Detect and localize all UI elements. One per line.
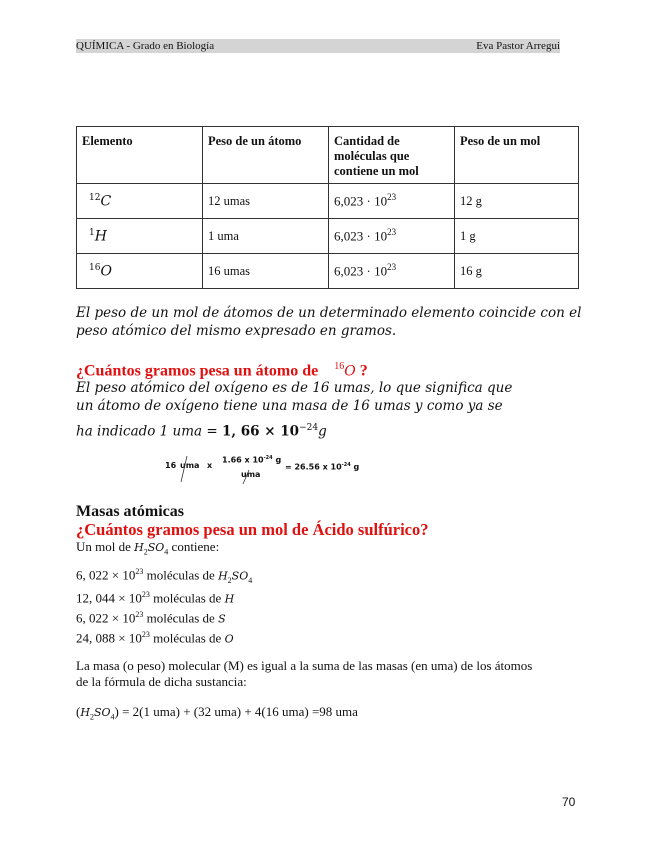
count-cell: $6,023 \cdot 10^{23}$: [329, 219, 455, 254]
element-cell: $^1$H: [77, 219, 203, 254]
question-atom-oxygen: ¿Cuántos gramos pesa un átomo de $^{16}$O ?: [76, 361, 368, 380]
paragraph-mol-weight: El peso de un mol de átomos de un determinado elemento coincide con el peso atómico del mismo expresado en gramos.: [76, 305, 582, 339]
col-header: Elemento: [77, 127, 203, 184]
element-table: [76, 126, 579, 289]
molecules-line: 6, $022 \times 10^{23}$ moléculas de S: [76, 610, 226, 626]
atom-weight-cell: 1 uma: [203, 219, 329, 254]
count-cell: $6,023 \cdot 10^{23}$: [329, 184, 455, 219]
col-header: Peso de un átomo: [203, 127, 329, 184]
header-author: Eva Pastor Arregui: [476, 40, 560, 52]
element-cell: $^{12}$C: [77, 184, 203, 219]
col-header: Cantidad de moléculas que contiene un mol: [329, 127, 455, 184]
calculation-image: 16 uma x 1.66 x $10^{-24}$ g uma = 26.56 x $10^{-24}$ g: [165, 452, 385, 486]
mol-weight-cell: 12 g: [455, 184, 579, 219]
cancel-strokes: [165, 452, 385, 486]
table-row: [77, 184, 579, 219]
molecules-line: 24, $088 \times 10^{23}$ moléculas de O: [76, 630, 234, 646]
col-header: Peso de un mol: [455, 127, 579, 184]
mol-weight-cell: 16 g: [455, 254, 579, 289]
page-header: [76, 39, 560, 53]
molecular-mass-equation: $(H_2SO_4) = 2(1$ uma) + (32 uma) + 4(16 uma) =98 uma: [76, 704, 358, 722]
table-header-row: [77, 127, 579, 184]
calc-result: = 26.56 x $10^{-24}$ g: [285, 462, 360, 472]
paragraph-molecular-mass: La masa (o peso) molecular (M) es igual a la suma de las masas (en uma) de los átomos de la fórmula de dicha sustancia:: [76, 658, 533, 689]
question-sulfuric: ¿Cuántos gramos pesa un mol de Ácido sulfúrico?: [76, 520, 429, 539]
atom-weight-cell: 12 umas: [203, 184, 329, 219]
molecules-line: 12, $044 \times 10^{23}$ moléculas de H: [76, 590, 235, 606]
table-row: [77, 219, 579, 254]
mol-weight-cell: 1 g: [455, 219, 579, 254]
element-cell: $^{16}$O: [77, 254, 203, 289]
uma-equation: ha indicado 1 uma = 1, $66 \times 10^{-24}g$: [76, 423, 327, 440]
count-cell: $6,023 \cdot 10^{23}$: [329, 254, 455, 289]
calc-numerator: 1.66 x $10^{-24}$ g: [222, 455, 282, 465]
contains-line: Un mol de $H_2SO_4$ contiene:: [76, 539, 220, 557]
molecules-line: 6, $022 \times 10^{23}$ moléculas de $H_2SO_4$: [76, 567, 253, 585]
page-number: 70: [562, 795, 576, 809]
heading-masas-atomicas: Masas atómicas: [76, 503, 184, 520]
header-course: QUÍMICA - Grado en Biología: [76, 40, 215, 52]
paragraph-oxygen: El peso atómico del oxígeno es de 16 umas, lo que significa que un átomo de oxígeno tiene una masa de 16 umas y como ya se ha indicado 1 uma = 1, $66 \times 10^{-24}g$: [76, 380, 513, 440]
atom-weight-cell: 16 umas: [203, 254, 329, 289]
table-row: [77, 254, 579, 289]
